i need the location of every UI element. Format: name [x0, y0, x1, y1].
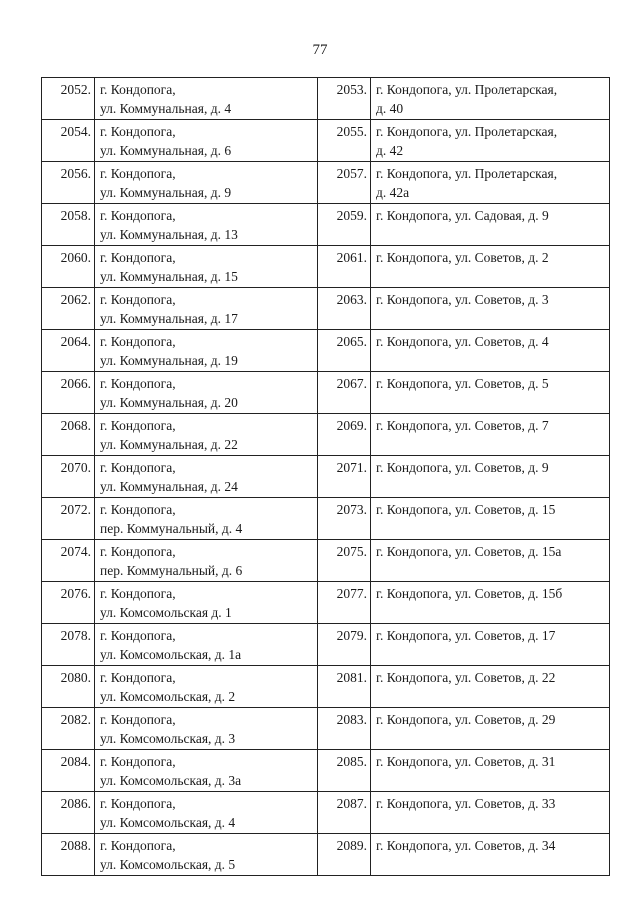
table-row — [42, 666, 610, 708]
entry-address: г. Кондопога, ул. Коммунальная, д. 15 — [95, 246, 318, 288]
entry-address: г. Кондопога, ул. Советов, д. 17 — [371, 624, 610, 666]
table-row — [42, 414, 610, 456]
entry-address: г. Кондопога, ул. Коммунальная, д. 4 — [95, 78, 318, 120]
entry-number: 2089. — [318, 834, 371, 876]
table-row — [42, 288, 610, 330]
entry-address: г. Кондопога, ул. Советов, д. 9 — [371, 456, 610, 498]
entry-address: г. Кондопога, ул. Советов, д. 15б — [371, 582, 610, 624]
entry-number: 2061. — [318, 246, 371, 288]
table-row — [42, 456, 610, 498]
entry-address: г. Кондопога, ул. Комсомольская, д. 2 — [95, 666, 318, 708]
entry-address: г. Кондопога, ул. Пролетарская, д. 42 — [371, 120, 610, 162]
entry-number: 2073. — [318, 498, 371, 540]
entry-address: г. Кондопога, ул. Советов, д. 34 — [371, 834, 610, 876]
entry-number: 2082. — [42, 708, 95, 750]
entry-number: 2063. — [318, 288, 371, 330]
entry-number: 2066. — [42, 372, 95, 414]
address-table — [41, 77, 610, 876]
table-row — [42, 708, 610, 750]
table-row — [42, 540, 610, 582]
entry-address: г. Кондопога, ул. Советов, д. 31 — [371, 750, 610, 792]
entry-number: 2074. — [42, 540, 95, 582]
entry-address: г. Кондопога, ул. Советов, д. 5 — [371, 372, 610, 414]
entry-number: 2055. — [318, 120, 371, 162]
table-row — [42, 120, 610, 162]
entry-number: 2059. — [318, 204, 371, 246]
entry-address: г. Кондопога, ул. Советов, д. 15а — [371, 540, 610, 582]
table-row — [42, 204, 610, 246]
table-row — [42, 330, 610, 372]
entry-number: 2052. — [42, 78, 95, 120]
entry-address: г. Кондопога, ул. Пролетарская, д. 40 — [371, 78, 610, 120]
entry-number: 2060. — [42, 246, 95, 288]
entry-address: г. Кондопога, ул. Коммунальная, д. 17 — [95, 288, 318, 330]
table-row — [42, 834, 610, 876]
table-row — [42, 78, 610, 120]
entry-address: г. Кондопога, ул. Комсомольская, д. 5 — [95, 834, 318, 876]
table-row — [42, 792, 610, 834]
entry-number: 2088. — [42, 834, 95, 876]
entry-address: г. Кондопога, ул. Комсомольская, д. 3 — [95, 708, 318, 750]
entry-number: 2064. — [42, 330, 95, 372]
table-row — [42, 624, 610, 666]
entry-number: 2065. — [318, 330, 371, 372]
table-row — [42, 372, 610, 414]
entry-address: г. Кондопога, ул. Комсомольская, д. 3а — [95, 750, 318, 792]
address-table-body — [42, 78, 610, 876]
table-row — [42, 750, 610, 792]
entry-number: 2075. — [318, 540, 371, 582]
table-row — [42, 246, 610, 288]
entry-number: 2054. — [42, 120, 95, 162]
entry-address: г. Кондопога, ул. Советов, д. 29 — [371, 708, 610, 750]
entry-number: 2078. — [42, 624, 95, 666]
entry-address: г. Кондопога, ул. Коммунальная, д. 19 — [95, 330, 318, 372]
entry-number: 2062. — [42, 288, 95, 330]
entry-number: 2076. — [42, 582, 95, 624]
entry-number: 2080. — [42, 666, 95, 708]
entry-address: г. Кондопога, ул. Пролетарская, д. 42а — [371, 162, 610, 204]
entry-address: г. Кондопога, пер. Коммунальный, д. 4 — [95, 498, 318, 540]
entry-address: г. Кондопога, ул. Коммунальная, д. 9 — [95, 162, 318, 204]
entry-address: г. Кондопога, ул. Комсомольская, д. 1а — [95, 624, 318, 666]
entry-address: г. Кондопога, ул. Советов, д. 15 — [371, 498, 610, 540]
entry-number: 2083. — [318, 708, 371, 750]
entry-address: г. Кондопога, ул. Садовая, д. 9 — [371, 204, 610, 246]
entry-number: 2081. — [318, 666, 371, 708]
table-row — [42, 162, 610, 204]
entry-address: г. Кондопога, ул. Комсомольская, д. 4 — [95, 792, 318, 834]
entry-address: г. Кондопога, ул. Советов, д. 33 — [371, 792, 610, 834]
entry-address: г. Кондопога, ул. Советов, д. 3 — [371, 288, 610, 330]
entry-number: 2087. — [318, 792, 371, 834]
entry-address: г. Кондопога, ул. Советов, д. 2 — [371, 246, 610, 288]
entry-number: 2056. — [42, 162, 95, 204]
entry-number: 2068. — [42, 414, 95, 456]
entry-number: 2085. — [318, 750, 371, 792]
entry-address: г. Кондопога, ул. Советов, д. 4 — [371, 330, 610, 372]
table-row — [42, 498, 610, 540]
entry-address: г. Кондопога, ул. Советов, д. 7 — [371, 414, 610, 456]
entry-number: 2072. — [42, 498, 95, 540]
entry-address: г. Кондопога, ул. Советов, д. 22 — [371, 666, 610, 708]
entry-number: 2077. — [318, 582, 371, 624]
entry-number: 2079. — [318, 624, 371, 666]
entry-number: 2058. — [42, 204, 95, 246]
entry-number: 2071. — [318, 456, 371, 498]
entry-number: 2067. — [318, 372, 371, 414]
page-number: 77 — [312, 42, 328, 58]
entry-address: г. Кондопога, ул. Коммунальная, д. 22 — [95, 414, 318, 456]
entry-address: г. Кондопога, ул. Коммунальная, д. 6 — [95, 120, 318, 162]
entry-address: г. Кондопога, ул. Комсомольская д. 1 — [95, 582, 318, 624]
entry-address: г. Кондопога, ул. Коммунальная, д. 13 — [95, 204, 318, 246]
entry-number: 2086. — [42, 792, 95, 834]
entry-number: 2084. — [42, 750, 95, 792]
entry-address: г. Кондопога, ул. Коммунальная, д. 24 — [95, 456, 318, 498]
entry-number: 2069. — [318, 414, 371, 456]
entry-address: г. Кондопога, пер. Коммунальный, д. 6 — [95, 540, 318, 582]
entry-number: 2070. — [42, 456, 95, 498]
entry-address: г. Кондопога, ул. Коммунальная, д. 20 — [95, 372, 318, 414]
entry-number: 2053. — [318, 78, 371, 120]
table-row — [42, 582, 610, 624]
entry-number: 2057. — [318, 162, 371, 204]
